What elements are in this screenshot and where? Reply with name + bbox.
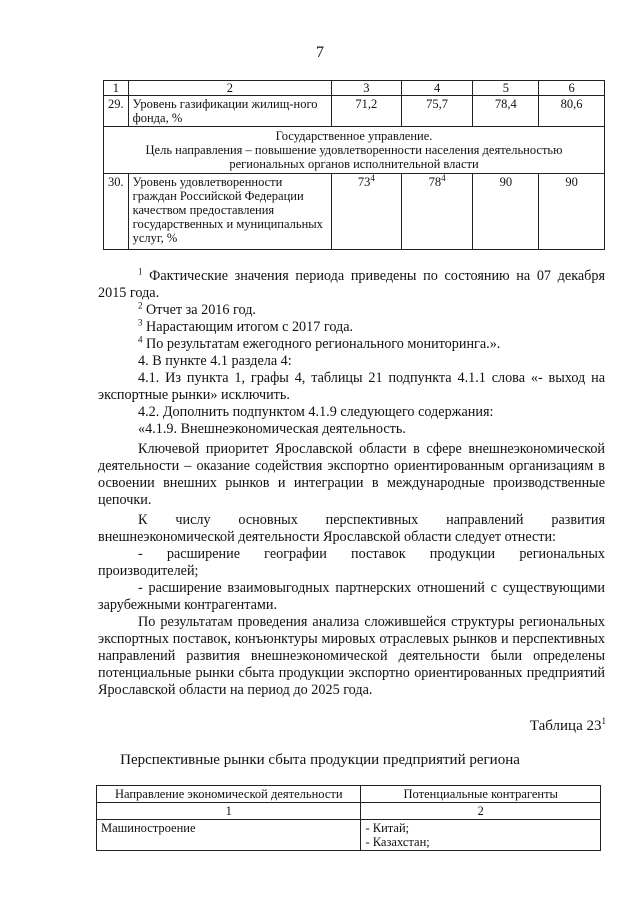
col-number-2: 2	[361, 803, 601, 820]
footnote-mark: 1	[601, 716, 606, 726]
table-title: Перспективные рынки сбыта продукции предприятий региона	[120, 752, 520, 768]
value-text: 78	[428, 175, 442, 189]
item-4: 4. В пункте 4.1 раздела 4:	[138, 353, 292, 369]
footnote-text: По результатам ежегодного регионального мониторинга.».	[146, 336, 501, 352]
item-4-1: 4.1. Из пункта 1, графы 4, таблицы 21 подпункта 4.1.1 слова «- выход на экспортные рынки» исключить.	[98, 370, 605, 403]
value-col3: 71,2	[332, 96, 402, 127]
col-header-partners: Потенциальные контрагенты	[361, 786, 601, 803]
paragraph-analysis: По результатам проведения анализа сложившейся структуры региональных экспортных поставок, конъюнктуры мировых отраслевых рынков и перспективных направлений развития внешнеэкономической деятельности были определены потенциальные рынки сбыта продукции экспортно ориентированных предприятий Ярославской области на период до 2025 года.	[98, 614, 605, 698]
row-number: 30.	[104, 174, 129, 250]
partner-item: - Китай;	[365, 821, 410, 835]
footnote-text: Отчет за 2016 год.	[146, 302, 256, 318]
footnote-text: Фактические значения периода приведены по состоянию на 07 декабря 2015 года.	[98, 268, 606, 301]
markets-table	[96, 785, 601, 851]
footnote-mark: 3	[138, 317, 143, 328]
col-header-1: 1	[104, 81, 129, 96]
value-col6: 90	[539, 174, 605, 250]
indicator-name: Уровень газификации жилищ-ного фонда, %	[128, 96, 331, 127]
paragraph-directions: К числу основных перспективных направлений развития внешнеэкономической деятельности Ярославской области следует отнести:	[98, 512, 605, 545]
table-row	[104, 96, 605, 127]
footnote-ref: 4	[441, 172, 446, 183]
table-row	[104, 174, 605, 250]
col-header-5: 5	[473, 81, 539, 96]
table-header-row	[104, 81, 605, 96]
table-caption-text: Таблица 23	[529, 718, 602, 734]
col-header-4: 4	[401, 81, 473, 96]
footnote-ref: 4	[370, 172, 375, 183]
indicator-name: Уровень удовлетворенности граждан Российской Федерации качеством предоставления государственных и муниципальных услуг, %	[128, 174, 331, 250]
partner-item: - Казахстан;	[365, 835, 430, 849]
table-caption	[530, 718, 606, 735]
footnote-4	[98, 336, 605, 353]
value-col4	[401, 174, 473, 250]
direction-cell: Машиностроение	[97, 820, 361, 851]
footnote-text: Нарастающим итогом с 2017 года.	[146, 319, 354, 335]
partners-cell	[361, 820, 601, 851]
footnote-2	[98, 302, 605, 319]
value-col3	[332, 174, 402, 250]
indicators-table	[103, 80, 605, 250]
col-number-1: 1	[97, 803, 361, 820]
item-4-2: 4.2. Дополнить подпунктом 4.1.9 следующего содержания:	[138, 404, 494, 420]
section-row	[104, 127, 605, 174]
value-col5: 78,4	[473, 96, 539, 127]
paragraph-priority: Ключевой приоритет Ярославской области в сфере внешнеэкономической деятельности – оказание содействия экспортно ориентированным организациям в освоении внешних рынков и интеграции в международные производственные цепочки.	[98, 441, 605, 508]
col-header-2: 2	[128, 81, 331, 96]
page-number: 7	[316, 44, 324, 61]
table-row	[97, 820, 601, 851]
section-title: Государственное управление.	[275, 129, 433, 143]
item-4-1-9: «4.1.9. Внешнеэкономическая деятельность.	[138, 421, 406, 437]
value-text: 73	[357, 175, 371, 189]
value-col4: 75,7	[401, 96, 473, 127]
value-col5: 90	[473, 174, 539, 250]
value-col6: 80,6	[539, 96, 605, 127]
section-cell	[104, 127, 605, 174]
table-header-row	[97, 786, 601, 803]
col-header-3: 3	[332, 81, 402, 96]
section-goal: Цель направления – повышение удовлетворенности населения деятельностью региональных органов исполнительной власти	[145, 143, 563, 171]
footnote-mark: 2	[138, 300, 143, 311]
col-header-6: 6	[539, 81, 605, 96]
column-number-row	[97, 803, 601, 820]
col-header-direction: Направление экономической деятельности	[97, 786, 361, 803]
footnote-3	[98, 319, 605, 336]
footnote-mark: 4	[138, 334, 143, 345]
footnote-mark: 1	[138, 266, 143, 277]
bullet-partners: - расширение взаимовыгодных партнерских отношений с существующими зарубежными контрагентами.	[98, 580, 605, 613]
row-number: 29.	[104, 96, 129, 127]
footnote-1	[98, 268, 605, 302]
bullet-geography: - расширение географии поставок продукции региональных производителей;	[98, 546, 605, 579]
